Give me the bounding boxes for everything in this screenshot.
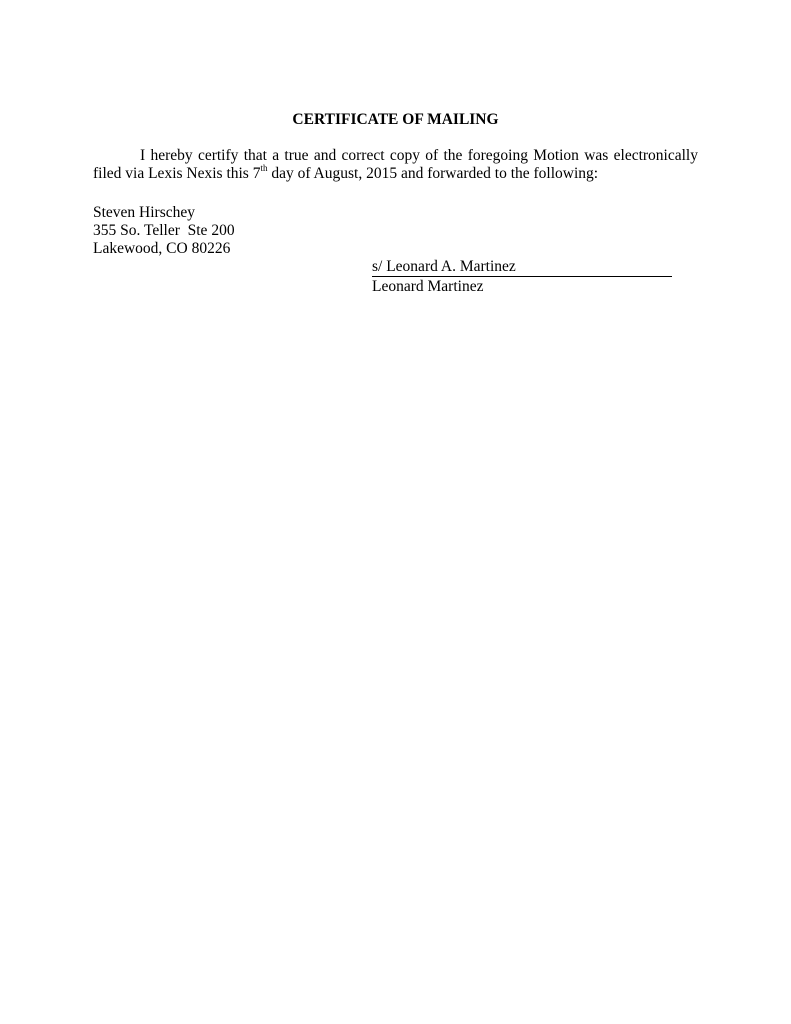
recipient-address-block xyxy=(93,204,393,258)
electronic-signature-line: s/ Leonard A. Martinez xyxy=(372,259,672,277)
document-title: CERTIFICATE OF MAILING xyxy=(292,111,499,128)
certification-paragraph xyxy=(93,147,698,183)
recipient-name: Steven Hirschey xyxy=(93,204,196,221)
signature-block xyxy=(372,258,692,296)
ordinal-suffix: th xyxy=(260,162,268,173)
signer-printed-name: Leonard Martinez xyxy=(372,278,484,295)
certification-text-part2: day of August, 2015 and forwarded to the following: xyxy=(267,165,599,182)
certification-text-part1: I hereby certify that a true and correct copy of the foregoing Motion was electronically filed via Lexis Nexis this 7 xyxy=(93,147,698,182)
recipient-city-state-zip: Lakewood, CO 80226 xyxy=(93,240,231,257)
recipient-street: 355 So. Teller Ste 200 xyxy=(93,222,235,239)
